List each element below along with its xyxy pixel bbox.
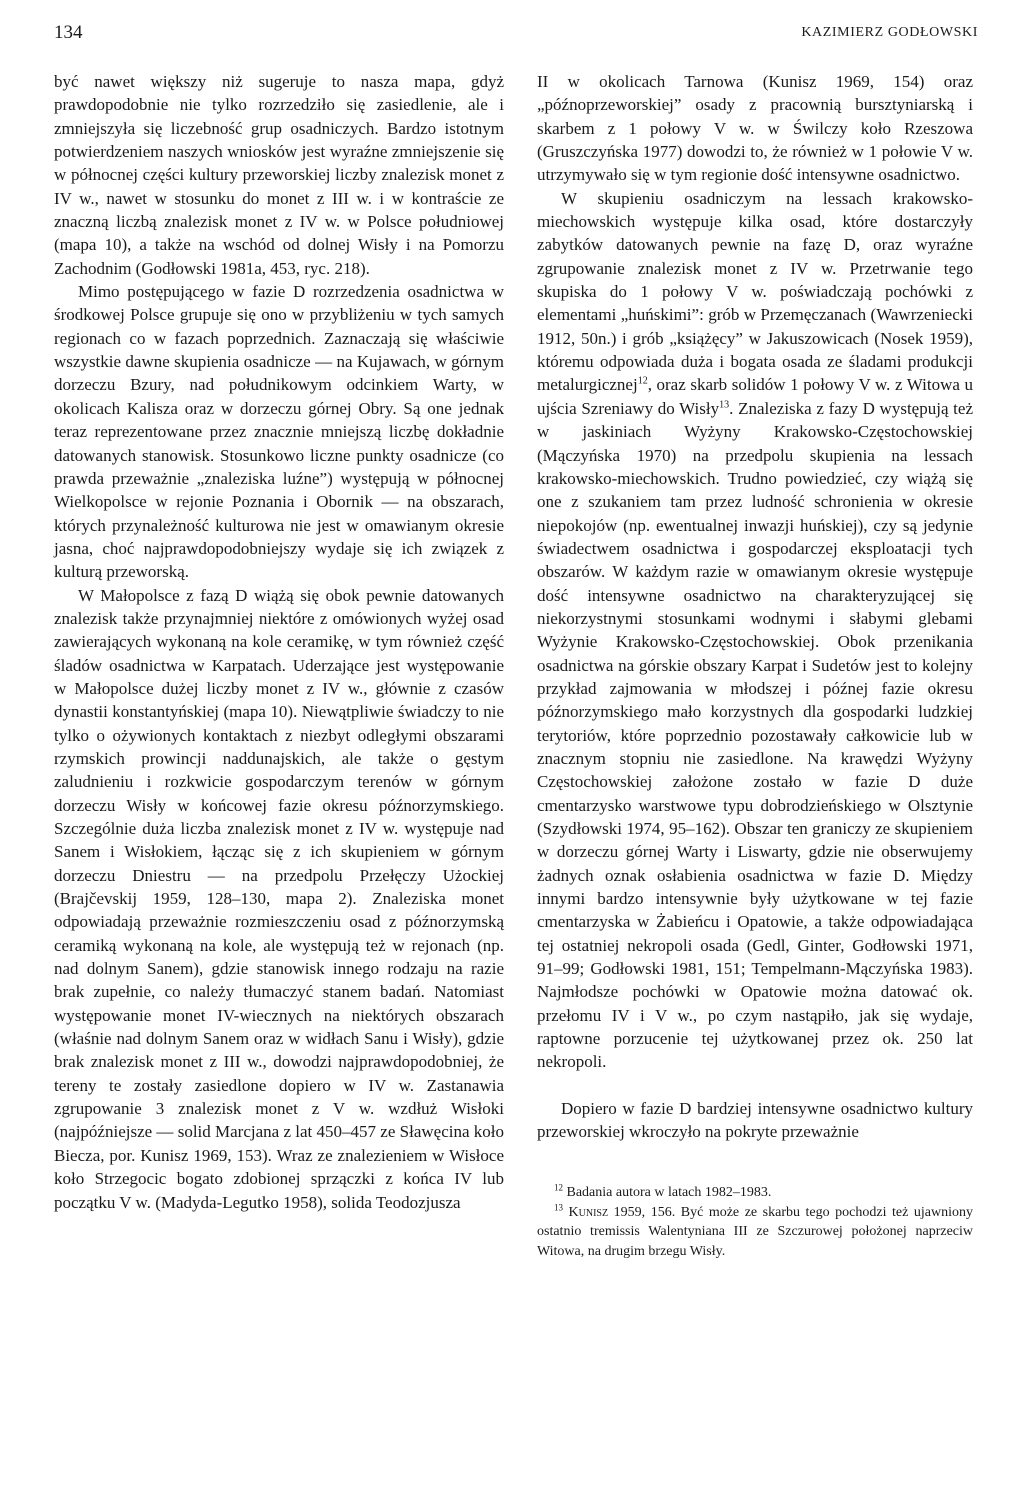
right-paragraph-1: II w okolicach Tarnowa (Kunisz 1969, 154) oraz „późnoprzeworskiej” osady z pracownią bursztyniarską i skarbem z 1 połowy V w. w Świlczy koło Rzeszowa (Gruszczyńska 1977) dowodzi to, że również w 1 połowie V w. utrzymywało się w tym regionie dość intensywne osadnictwo. — [537, 72, 973, 185]
footnote-12 — [537, 1183, 973, 1203]
running-head: KAZIMIERZ GODŁOWSKI — [801, 25, 978, 40]
right-column — [537, 70, 973, 1143]
right-paragraph-2-part-a: W skupieniu osadniczym na lessach krakowsko-miechowskich występuje kilka osad, które dostarczyły zabytków datowanych pewnie na fazę D, oraz wyraźne zgrupowanie znalezisk monet z IV w. Przetrwanie tego skupiska do 1 połowy V w. poświadczają pochówki z elementami „huńskimi”: grób w Przemęczanach (Wawrzeniecki 1912, 50n.) i grób „książęcy” w Jakuszowicach (Nosek 1959), któremu odpowiada duża i bogata osada ze śladami produkcji metalurgicznej — [537, 188, 973, 395]
footnote-13-author: Kunisz — [568, 1204, 609, 1220]
footnote-12-text: Badania autora w latach 1982–1983. — [566, 1185, 772, 1200]
right-paragraph-2-part-b: , oraz skarb solidów 1 połowy V w. z Witowa u ujścia Szreniawy do Wisły — [537, 375, 973, 418]
left-column — [54, 70, 504, 1214]
footnote-13-text: 1959, 156. Być może ze skarbu tego pochodzi też ujawniony ostatnio tremissis Walentyniana III ze Szczurowej położonej naprzeciw Witowa, na drugim brzegu Wisły. — [537, 1204, 973, 1259]
right-paragraph-3: Dopiero w fazie D bardziej intensywne osadnictwo kultury przeworskiej wkroczyło na pokryte przeważnie — [537, 1098, 973, 1142]
footnote-ref-12[interactable]: 12 — [637, 375, 648, 387]
footnotes — [537, 1183, 973, 1261]
footnote-ref-13[interactable]: 13 — [719, 399, 730, 411]
left-paragraph-2: Mimo postępującego w fazie D rozrzedzenia osadnictwa w środkowej Polsce grupuje się ono w przybliżeniu w tych samych regionach co w fazach poprzednich. Zaznaczają się właściwie wszystkie dawne skupienia osadnicze — na Kujawach, w górnym dorzeczu Bzury, nad południkowym odcinkiem Warty, w okolicach Kalisza oraz w dorzeczu górnej Obry. Są one jednak teraz reprezentowane przez znacznie mniejszą liczbę dokładnie datowanych stanowisk. Stosunkowo liczne punkty osadnicze (co prawda przeważnie „znaleziska luźne”) występują w północnej Wielkopolsce w rejonie Poznania i Obornik — na obszarach, których przynależność kulturowa nie jest w omawianym okresie jasna, choć najprawdopodobniejszy wydaje się ich związek z kulturą przeworską. — [54, 282, 504, 582]
right-paragraph-2 — [537, 187, 973, 1074]
left-paragraph-1: być nawet większy niż sugeruje to nasza mapa, gdyż prawdopodobnie nie tylko rozrzedziło się zasiedlenie, ale i zmniejszyła się liczebność grup osadniczych. Bardzo istotnym potwierdzeniem naszych wniosków jest wyraźne zmniejszenie się w północnej części kultury przeworskiej liczby znalezisk monet z IV w., nawet w stosunku do monet z III w. i w kontraście ze znaczną liczbą znalezisk monet z IV w. w Polsce południowej (mapa 10), a także na wschód od dolnej Wisły i na Pomorzu Zachodnim (Godłowski 1981a, 453, ryc. 218). — [54, 72, 504, 278]
footnote-12-number: 12 — [554, 1182, 563, 1193]
footnote-13-number: 13 — [554, 1201, 563, 1212]
right-paragraph-2-part-c: . Znaleziska z fazy D występują też w jaskiniach Wyżyny Krakowsko-Częstochowskiej (Mączyńska 1970) na przedpolu skupienia na lessach krakowsko-miechowskich. Trudno powiedzieć, czy wiążą się one z szukaniem tam przez ludność schronienia w okresie niepokojów (np. ewentualnej inwazji huńskiej), czy są jedynie świadectwem osadnictwa i gospodarczej eksploatacji tych obszarów. W każdym razie w omawianym okresie występuje dość intensywne osadnictwo na charakteryzującej się niekorzystnymi stosunkami wodnymi i słabymi glebami Wyżynie Krakowsko-Częstochowskiej. Obok przenikania osadnictwa na górskie obszary Karpat i Sudetów jest to kolejny przykład zajmowania w młodszej i późnej fazie okresu późnorzymskiego mało korzystnych dla gospodarki ludzkiej terytoriów, które poprzednio pozostawały całkowicie lub w znacznym stopniu nie zasiedlone. Na krawędzi Wyżyny Częstochowskiej założone zostało w fazie D duże cmentarzysko warstwowe typu dobrodzieńskiego w Olsztynie (Szydłowski 1974, 95–162). Obszar ten graniczy ze skupieniem w dorzeczu górnej Warty i Liswarty, gdzie nie obserwujemy żadnych oznak osłabienia osadnictwa w fazie D. Między innymi bardzo intensywnie były użytkowane w tej fazie cmentarzyska w Żabieńcu i Opatowie, a także odpowiadająca tej ostatniej nekropoli osada (Gedl, Ginter, Godłowski 1971, 91–99; Godłowski 1981, 151; Tempelmann-Mączyńska 1983). Najmłodsze pochówki w Opatowie można datować ok. przełomu IV i V w., po czym nastąpiło, jak się wydaje, raptowne porzucenie tej użytkowanej przez ok. 250 lat nekropoli. — [537, 398, 973, 1072]
page-header — [54, 22, 978, 52]
left-paragraph-3: W Małopolsce z fazą D wiążą się obok pewnie datowanych znalezisk także przynajmniej niektóre z omówionych wyżej osad zawierających wykonaną na kole ceramikę, w tym również część śladów osadnictwa w Karpatach. Uderzające jest występowanie w Małopolsce dużej liczby monet z IV w., głównie z czasów dynastii konstantyńskiej (mapa 10). Niewątpliwie świadczy to nie tylko o ożywionych kontaktach z niezbyt odległymi obszarami rzymskich prowincji naddunajskich, ale także o gęstym zaludnieniu i rozkwicie gospodarczym terenów w górnym dorzeczu Wisły w końcowej fazie okresu późnorzymskiego. Szczególnie duża liczba znalezisk monet z IV w. występuje nad Sanem i Wisłokiem, łącząc się z ich skupieniem w górnym dorzeczu Dniestru — na przedpolu Przełęczy Użockiej (Brajčevskij 1959, 128–130, mapa 2). Znaleziska monet odpowiadają przeważnie rozmieszczeniu osad z późnorzymską ceramiką wykonaną na kole, ale występują też w rejonach (np. nad dolnym Sanem), gdzie stanowisk innego rodzaju na razie brak zupełnie, co należy tłumaczyć stanem badań. Natomiast występowanie monet IV-wiecznych na niektórych obszarach (właśnie nad dolnym Sanem oraz w widłach Sanu i Wisły), gdzie brak znalezisk monet z III w., dowodzi najprawdopodobniej, że tereny te zostały zasiedlone dopiero w IV w. Zastanawia zgrupowanie 3 znalezisk monet z V w. wzdłuż Wisłoki (najpóźniejsze — solid Marcjana z lat 450–457 ze Sławęcina koło Biecza, por. Kunisz 1969, 153). Wraz ze znalezieniem w Wisłoce koło Strzegocic bogato zdobionej sprzączki z końca IV lub początku V w. (Madyda-Legutko 1958), solida Teodozjusza — [54, 585, 504, 1212]
footnote-13 — [537, 1203, 973, 1262]
page-number: 134 — [54, 22, 83, 43]
